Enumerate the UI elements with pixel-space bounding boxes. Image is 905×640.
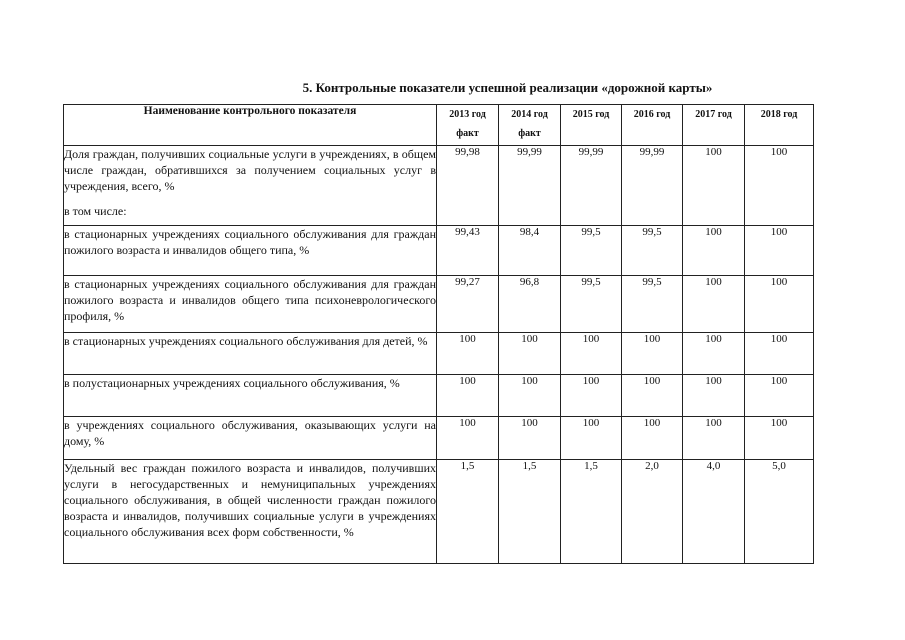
header-year-2015: 2015 год <box>561 105 622 146</box>
value-2018: 100 <box>745 417 814 460</box>
value-2018: 100 <box>745 333 814 375</box>
header-indicator-name: Наименование контрольного показателя <box>64 105 437 146</box>
header-year-2016: 2016 год <box>622 105 683 146</box>
header-year-2013: 2013 год факт <box>437 105 499 146</box>
indicator-name: Удельный вес граждан пожилого возраста и инвалидов, получивших услуги в негосударственных и немуниципальных учреждениях социального обслуживания, в общей численности граждан пожилого возраста и инвалидов, получивших социальные услуги в учреждениях социального обслуживания всех форм собственности, % <box>64 460 437 564</box>
value-2018: 100 <box>745 375 814 417</box>
value-2015: 100 <box>561 375 622 417</box>
table-header-row <box>64 105 814 146</box>
value-2015: 1,5 <box>561 460 622 564</box>
value-2013: 99,43 <box>437 226 499 276</box>
indicator-name: в стационарных учреждениях социального обслуживания для граждан пожилого возраста и инвалидов общего типа, % <box>64 226 437 276</box>
table-row <box>64 276 814 333</box>
indicator-name: в учреждениях социального обслуживания, оказывающих услуги на дому, % <box>64 417 437 460</box>
value-2014: 1,5 <box>499 460 561 564</box>
table-row <box>64 460 814 564</box>
value-2017: 100 <box>683 226 745 276</box>
table-row <box>64 333 814 375</box>
value-2017: 100 <box>683 333 745 375</box>
indicator-name: в стационарных учреждениях социального обслуживания для граждан пожилого возраста и инвалидов общего типа психоневрологического профиля, % <box>64 276 437 333</box>
indicator-name: Доля граждан, получивших социальные услуги в учреждениях, в общем числе граждан, обратившихся за получением социальных услуг в учреждения, всего, % в том числе: <box>64 146 437 226</box>
value-2017: 100 <box>683 276 745 333</box>
value-2013: 100 <box>437 333 499 375</box>
value-2014: 100 <box>499 375 561 417</box>
value-2015: 100 <box>561 333 622 375</box>
value-2014: 99,99 <box>499 146 561 226</box>
value-2013: 99,98 <box>437 146 499 226</box>
value-2014: 96,8 <box>499 276 561 333</box>
value-2016: 99,5 <box>622 276 683 333</box>
table-row <box>64 375 814 417</box>
value-2013: 100 <box>437 375 499 417</box>
value-2013: 1,5 <box>437 460 499 564</box>
value-2016: 99,5 <box>622 226 683 276</box>
value-2013: 99,27 <box>437 276 499 333</box>
document-title: 5. Контрольные показатели успешной реализации «дорожной карты» <box>302 80 713 95</box>
value-2016: 100 <box>622 417 683 460</box>
value-2015: 99,5 <box>561 226 622 276</box>
value-2016: 2,0 <box>622 460 683 564</box>
value-2017: 100 <box>683 417 745 460</box>
indicator-name: в стационарных учреждениях социального обслуживания для детей, % <box>64 333 437 375</box>
table-row <box>64 146 814 226</box>
value-2013: 100 <box>437 417 499 460</box>
table-row <box>64 226 814 276</box>
indicator-name: в полустационарных учреждениях социального обслуживания, % <box>64 375 437 417</box>
value-2018: 100 <box>745 276 814 333</box>
value-2017: 4,0 <box>683 460 745 564</box>
value-2016: 100 <box>622 333 683 375</box>
value-2014: 100 <box>499 333 561 375</box>
value-2016: 99,99 <box>622 146 683 226</box>
header-year-2014: 2014 год факт <box>499 105 561 146</box>
value-2018: 100 <box>745 226 814 276</box>
value-2015: 99,99 <box>561 146 622 226</box>
value-2016: 100 <box>622 375 683 417</box>
table-row <box>64 417 814 460</box>
header-year-2018: 2018 год <box>745 105 814 146</box>
value-2014: 98,4 <box>499 226 561 276</box>
value-2015: 100 <box>561 417 622 460</box>
value-2014: 100 <box>499 417 561 460</box>
value-2017: 100 <box>683 146 745 226</box>
header-year-2017: 2017 год <box>683 105 745 146</box>
indicators-table <box>63 104 814 564</box>
value-2018: 100 <box>745 146 814 226</box>
value-2017: 100 <box>683 375 745 417</box>
value-2015: 99,5 <box>561 276 622 333</box>
indicator-subheading: в том числе: <box>64 204 127 218</box>
value-2018: 5,0 <box>745 460 814 564</box>
